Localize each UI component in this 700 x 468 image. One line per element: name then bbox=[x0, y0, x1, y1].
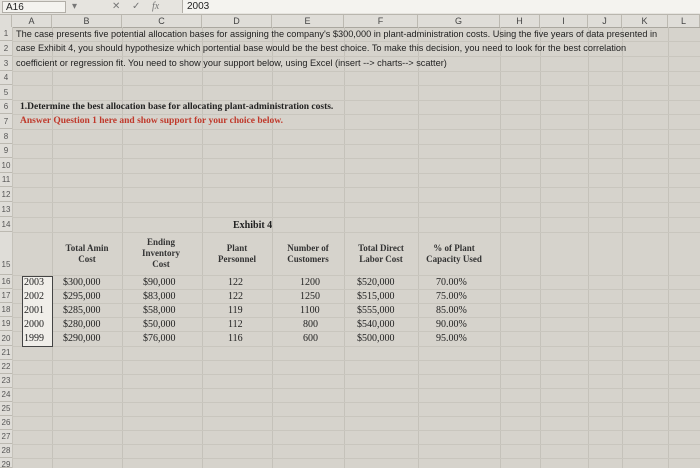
answer-prompt: Answer Question 1 here and show support for your choice below. bbox=[20, 116, 283, 126]
gridline bbox=[12, 173, 700, 174]
gridline bbox=[12, 114, 700, 115]
column-header-j[interactable]: J bbox=[588, 15, 622, 27]
year-cell[interactable]: 2001 bbox=[24, 305, 44, 316]
column-header-g[interactable]: G bbox=[418, 15, 500, 27]
inventory-cost-cell[interactable]: $50,000 bbox=[143, 319, 176, 330]
year-cell[interactable]: 2002 bbox=[24, 291, 44, 302]
personnel-cell[interactable]: 112 bbox=[228, 319, 243, 330]
gridline bbox=[12, 430, 700, 431]
gridline bbox=[12, 289, 700, 290]
row-header-21[interactable]: 21 bbox=[0, 346, 12, 360]
gridline bbox=[12, 100, 700, 101]
gridline bbox=[12, 360, 700, 361]
row-header-17[interactable]: 17 bbox=[0, 289, 12, 303]
year-cell[interactable]: 1999 bbox=[24, 333, 44, 344]
spreadsheet-grid[interactable] bbox=[0, 15, 700, 468]
gridline bbox=[12, 158, 700, 159]
labor-cost-cell[interactable]: $555,000 bbox=[357, 305, 395, 316]
row-header-3[interactable]: 3 bbox=[0, 56, 12, 71]
column-header-f[interactable]: F bbox=[344, 15, 418, 27]
row-header-4[interactable]: 4 bbox=[0, 71, 12, 85]
row-header-10[interactable]: 10 bbox=[0, 158, 12, 173]
column-header-d[interactable]: D bbox=[202, 15, 272, 27]
capacity-cell[interactable]: 95.00% bbox=[436, 333, 467, 344]
row-header-19[interactable]: 19 bbox=[0, 317, 12, 331]
question-heading: 1.Determine the best allocation base for allocating plant-administration costs. bbox=[20, 102, 334, 112]
row-header-14[interactable]: 14 bbox=[0, 217, 12, 232]
header-line: Plant bbox=[226, 243, 248, 253]
gridline bbox=[12, 85, 700, 86]
function-icon[interactable]: fx bbox=[152, 1, 160, 12]
row-header-25[interactable]: 25 bbox=[0, 402, 12, 416]
year-cell[interactable]: 2000 bbox=[24, 319, 44, 330]
customers-cell[interactable]: 1100 bbox=[300, 305, 320, 316]
row-header-29[interactable]: 29 bbox=[1, 460, 11, 468]
intro-line-1: The case presents five potential allocation bases for assigning the company's $300,000 in plant-administration costs. Using the five years of data presented in bbox=[16, 29, 658, 39]
header-number-of-customers bbox=[272, 243, 344, 265]
row-header-20[interactable]: 20 bbox=[0, 331, 12, 346]
row-header-9[interactable]: 9 bbox=[0, 144, 12, 158]
header-line: Ending bbox=[146, 237, 176, 247]
header-total-direct-labor-cost bbox=[344, 243, 418, 265]
cancel-icon[interactable]: ✕ bbox=[112, 1, 121, 12]
header-line: % of Plant bbox=[433, 243, 475, 253]
column-header-i[interactable]: I bbox=[540, 15, 588, 27]
header-ending-inventory-cost bbox=[125, 237, 197, 270]
capacity-cell[interactable]: 90.00% bbox=[436, 319, 467, 330]
inventory-cost-cell[interactable]: $58,000 bbox=[143, 305, 176, 316]
amin-cost-cell[interactable]: $295,000 bbox=[63, 291, 101, 302]
column-header-c[interactable]: C bbox=[122, 15, 202, 27]
gridline bbox=[12, 41, 700, 42]
row-header-8[interactable]: 8 bbox=[0, 129, 12, 144]
row-header-28[interactable]: 28 bbox=[0, 444, 12, 458]
column-header-k[interactable]: K bbox=[622, 15, 668, 27]
header-line: Customers bbox=[287, 254, 329, 264]
capacity-cell[interactable]: 75.00% bbox=[436, 291, 467, 302]
gridline bbox=[12, 388, 700, 389]
gridline bbox=[12, 202, 700, 203]
gridline bbox=[12, 458, 700, 459]
column-header-a[interactable]: A bbox=[12, 15, 52, 27]
row-header-27[interactable]: 27 bbox=[0, 430, 12, 444]
customers-cell[interactable]: 600 bbox=[303, 333, 318, 344]
labor-cost-cell[interactable]: $520,000 bbox=[357, 277, 395, 288]
personnel-cell[interactable]: 116 bbox=[228, 333, 243, 344]
dropdown-arrow-icon[interactable]: ▾ bbox=[72, 1, 78, 12]
header-line: Total Direct bbox=[358, 243, 404, 253]
gridline bbox=[12, 71, 700, 72]
capacity-cell[interactable]: 70.00% bbox=[436, 277, 467, 288]
row-header-24[interactable]: 24 bbox=[0, 388, 12, 402]
labor-cost-cell[interactable]: $515,000 bbox=[357, 291, 395, 302]
name-box[interactable]: A16 bbox=[2, 1, 66, 13]
header-line: Cost bbox=[152, 259, 170, 269]
column-header-l[interactable]: L bbox=[668, 15, 700, 27]
personnel-cell[interactable]: 122 bbox=[228, 277, 243, 288]
labor-cost-cell[interactable]: $500,000 bbox=[357, 333, 395, 344]
gridline bbox=[12, 187, 700, 188]
row-header-5[interactable]: 5 bbox=[0, 85, 12, 100]
inventory-cost-cell[interactable]: $90,000 bbox=[143, 277, 176, 288]
gridline bbox=[12, 402, 700, 403]
row-header-23[interactable]: 23 bbox=[0, 374, 12, 388]
capacity-cell[interactable]: 85.00% bbox=[436, 305, 467, 316]
row-header-18[interactable]: 18 bbox=[0, 303, 12, 317]
column-header-bar bbox=[0, 15, 700, 28]
customers-cell[interactable]: 800 bbox=[303, 319, 318, 330]
gridline bbox=[12, 303, 700, 304]
header-plant-personnel bbox=[202, 243, 272, 265]
inventory-cost-cell[interactable]: $76,000 bbox=[143, 333, 176, 344]
labor-cost-cell[interactable]: $540,000 bbox=[357, 319, 395, 330]
row-header-1[interactable]: 1 bbox=[0, 27, 12, 41]
header-line: Number of bbox=[287, 243, 329, 253]
header-pct-plant-capacity bbox=[414, 243, 494, 265]
select-all-corner[interactable] bbox=[0, 15, 12, 27]
gridline bbox=[12, 232, 700, 233]
row-header-13[interactable]: 13 bbox=[0, 202, 12, 217]
amin-cost-cell[interactable]: $285,000 bbox=[63, 305, 101, 316]
row-header-15[interactable]: 15 bbox=[0, 232, 12, 275]
gridline bbox=[12, 331, 700, 332]
customers-cell[interactable]: 1250 bbox=[300, 291, 320, 302]
header-line: Labor Cost bbox=[359, 254, 403, 264]
header-line: Capacity Used bbox=[426, 254, 482, 264]
amin-cost-cell[interactable]: $280,000 bbox=[63, 319, 101, 330]
gridline bbox=[12, 374, 700, 375]
intro-line-2: case Exhibit 4, you should hypothesize which portential base would be the best choice. To make this decision, you need to look for the best correlation bbox=[16, 43, 627, 53]
row-header-6[interactable]: 6 bbox=[0, 100, 12, 114]
year-cell[interactable]: 2003 bbox=[24, 277, 44, 288]
row-header-12[interactable]: 12 bbox=[0, 187, 12, 202]
header-line: Inventory bbox=[142, 248, 180, 258]
gridline bbox=[12, 416, 700, 417]
gridline bbox=[12, 275, 700, 276]
customers-cell[interactable]: 1200 bbox=[300, 277, 320, 288]
header-line: Total Amin bbox=[65, 243, 109, 253]
confirm-icon[interactable]: ✓ bbox=[132, 1, 141, 12]
column-header-b[interactable]: B bbox=[52, 15, 122, 27]
gridline bbox=[12, 144, 700, 145]
gridline bbox=[12, 129, 700, 130]
column-header-h[interactable]: H bbox=[500, 15, 540, 27]
header-total-amin-cost bbox=[52, 243, 122, 265]
personnel-cell[interactable]: 122 bbox=[228, 291, 243, 302]
exhibit-title: Exhibit 4 bbox=[233, 220, 273, 231]
amin-cost-cell[interactable]: $300,000 bbox=[63, 277, 101, 288]
intro-line-3: coefficient or regression fit. You need to show your support below, using Excel (insert --> charts--> scatter) bbox=[16, 58, 447, 68]
inventory-cost-cell[interactable]: $83,000 bbox=[143, 291, 176, 302]
gridline bbox=[12, 317, 700, 318]
row-header-2[interactable]: 2 bbox=[0, 41, 12, 56]
header-line: Cost bbox=[78, 254, 96, 264]
row-header-11[interactable]: 11 bbox=[0, 173, 12, 187]
row-header-7[interactable]: 7 bbox=[0, 114, 12, 129]
gridline bbox=[12, 217, 700, 218]
amin-cost-cell[interactable]: $290,000 bbox=[63, 333, 101, 344]
row-header-22[interactable]: 22 bbox=[0, 360, 12, 374]
header-line: Personnel bbox=[218, 254, 256, 264]
gridline bbox=[12, 56, 700, 57]
column-header-e[interactable]: E bbox=[272, 15, 344, 27]
row-header-26[interactable]: 26 bbox=[0, 416, 12, 430]
personnel-cell[interactable]: 119 bbox=[228, 305, 243, 316]
gridline bbox=[12, 444, 700, 445]
gridline bbox=[12, 346, 700, 347]
row-header-16[interactable]: 16 bbox=[0, 275, 12, 289]
formula-bar bbox=[0, 0, 700, 15]
formula-input[interactable]: 2003 bbox=[182, 0, 700, 13]
